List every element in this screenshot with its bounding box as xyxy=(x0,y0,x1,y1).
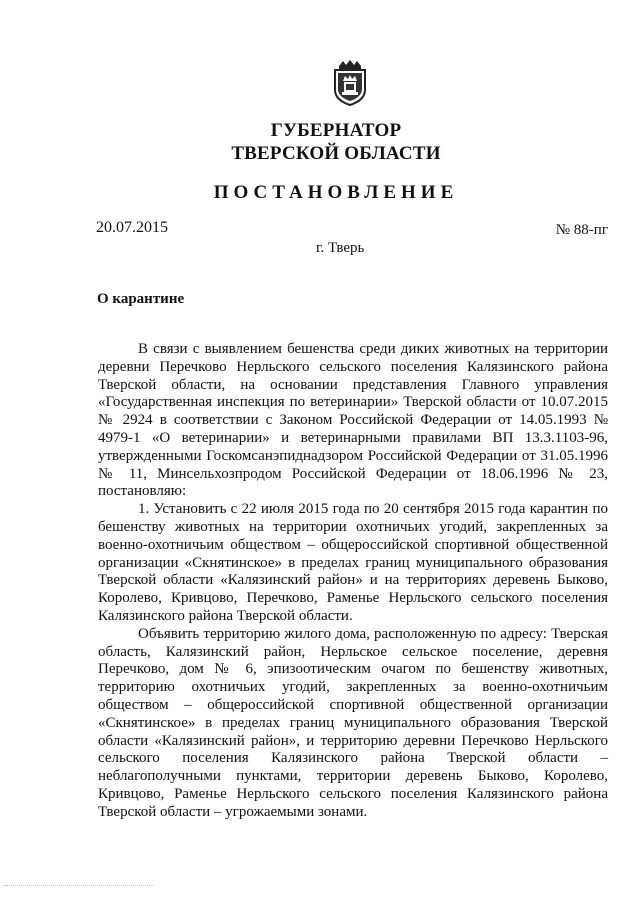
document-city: г. Тверь xyxy=(316,240,365,256)
body-paragraph: В связи с выявлением бешенства среди диких животных на территории деревни Перечково Нерльского сельского поселения Калязинского района Тверской области, на основании представления Главного управления «Государственная инспекция по ветеринарии» Тверской области от 10.07.2015 № 2924 в соответствии с Законом Российской Федерации от 14.05.1993 № 4979-1 «О ветеринарии» и ветеринарными правилами ВП 13.3.1103-96, утвержденными Госкомсанэпиднадзором Российской Федерации от 31.05.1996 № 11, Минсельхозпродом Российской Федерации от 18.06.1996 № 23, постановляю: xyxy=(98,341,608,500)
body-paragraph: Объявить территорию жилого дома, расположенную по адресу: Тверская область, Калязинский район, Нерльское сельское поселение, деревня Перечково, дом № 6, эпизоотическим очагом по бешенству животных, территорию охотничьих угодий, закрепленных за военно-охотничьим обществом – общероссийской спортивной общественной организации «Скнятинское» в пределах границ муниципального образования Тверской области «Калязинский район», и территорию деревни Перечково Нерльского сельского поселения Калязинского района Тверской области – неблагополучными пунктами, территории деревень Быково, Королево, Кривцово, Раменье Нерльского сельского поселения Калязинского района Тверской области – угрожаемыми зонами. xyxy=(98,625,608,820)
document-date: 20.07.2015 xyxy=(96,219,168,236)
document-number: № 88-пг xyxy=(555,222,608,238)
issuer-title-line1: ГУБЕРНАТОР xyxy=(270,120,402,141)
scan-edge-artifact xyxy=(4,885,154,890)
document-body xyxy=(98,341,608,822)
coat-of-arms-icon xyxy=(331,60,369,106)
body-paragraph: 1. Установить с 22 июля 2015 года по 20 сентября 2015 года карантин по бешенству животных на территории охотничьих угодий, закрепленных за военно-охотничьим обществом – общероссийской спортивной общественной организации «Скнятинское» в пределах границ муниципального образования Тверской области «Калязинский район» и на территориях деревень Быково, Королево, Кривцово, Перечково, Раменье Нерльского сельского поселения Калязинского района Тверской области. xyxy=(98,501,608,624)
document-type-heading: ПОСТАНОВЛЕНИЕ xyxy=(213,182,459,203)
document-subject: О карантине xyxy=(97,291,185,307)
issuer-title-line2: ТВЕРСКОЙ ОБЛАСТИ xyxy=(231,143,441,164)
